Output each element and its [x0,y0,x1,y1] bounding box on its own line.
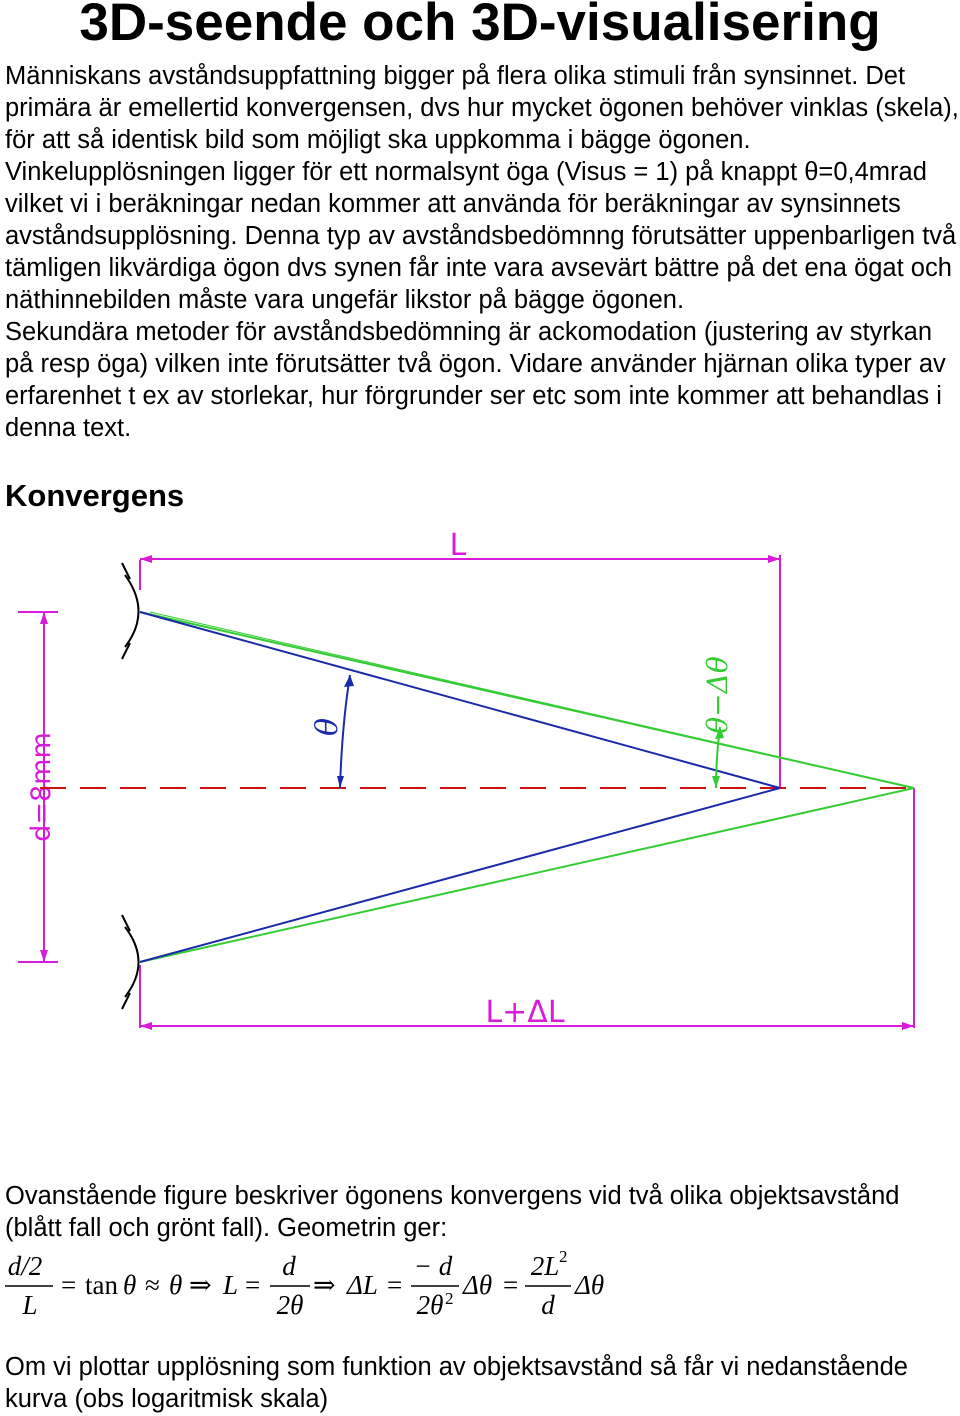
label-L-plus-delta-L: L+ΔL [485,995,565,1030]
theta-1: θ [123,1270,137,1300]
implies-1: ⇒ [189,1270,212,1300]
angle-theta [310,675,354,788]
frac4-numerator: 2L [530,1251,560,1281]
frac3-numerator: − d [413,1251,453,1281]
frac2-denominator: 2θ [276,1290,304,1320]
intro-text [5,60,960,444]
approx-sign: ≈ [145,1270,160,1300]
frac3-square: 2 [445,1289,454,1308]
frac1-numerator: d/2 [7,1251,43,1281]
frac2-numerator: d [282,1251,296,1281]
label-theta-minus-delta-theta: θ−Δθ [701,656,734,734]
delta-theta-2: Δθ [575,1270,605,1300]
eq-1: = [61,1270,77,1300]
closing-text: Om vi plottar upplösning som funktion av objektsavstånd så får vi nedanstående kurva (obs logaritmisk skala) [5,1353,908,1413]
convergence-figure [0,525,960,1045]
section-heading-konvergens: Konvergens [5,478,185,513]
label-L: L [449,528,467,563]
L-var: L [223,1270,239,1300]
dimension-L [140,528,780,788]
theta-2: θ [169,1270,183,1300]
eq-4: = [503,1270,519,1300]
frac4-denominator: d [541,1290,555,1320]
delta-L: ΔL [347,1270,378,1300]
implies-2: ⇒ [313,1270,336,1300]
dimension-L-plus-delta-L [140,788,914,1030]
eq-3: = [387,1270,403,1300]
label-d: d=8mm [26,732,57,842]
intro-paragraph-1: Människans avståndsuppfattning bigger på flera olika stimuli från synsinnet. Det primära är emellertid konvergensen, dvs hur mycket ögonen behöver vinklas (skela), för att så identisk bild som möjligt ska uppkomma i bägge ögonen. Vinkelupplösningen ligger för ett normalsynt öga (Visus = 1) på knappt θ=0,4mrad vilket vi i beräkningar nedan kommer att använda för beräkningar av synsinnets avståndsupplösning. Denna typ av avståndsbedömnng förutsätter uppenbarligen två tämligen likvärdiga ögon dvs synen får inte vara avsevärt bättre på det ena ögat och näthinnebilden måste vara ungefär likstor på bägge ögonen. [5,62,959,314]
eye-bottom [122,915,139,1009]
frac3-denominator: 2θ [416,1290,444,1320]
label-theta: θ [310,717,345,737]
delta-theta-1: Δθ [463,1270,493,1300]
eye-top [122,563,139,659]
frac4-square: 2 [559,1248,568,1266]
figure-caption: Ovanstående figure beskriver ögonens konvergens vid två olika objektsavstånd (blått fall och grönt fall). Geometrin ger: [5,1182,900,1242]
page-title: 3D-seende och 3D-visualisering [79,0,881,52]
frac1-denominator: L [22,1290,38,1320]
tan-label: tan [85,1270,118,1300]
eq-2: = [245,1270,261,1300]
geometry-formula [5,1248,625,1326]
intro-paragraph-2: Sekundära metoder för avståndsbedömning är ackomodation (justering av styrkan på resp öga) vilken inte förutsätter två ögon. Vidare använder hjärnan olika typer av erfarenhet t ex av storlekar, hur förgrunder ser etc som inte kommer att behandlas i denna text. [5,318,946,442]
